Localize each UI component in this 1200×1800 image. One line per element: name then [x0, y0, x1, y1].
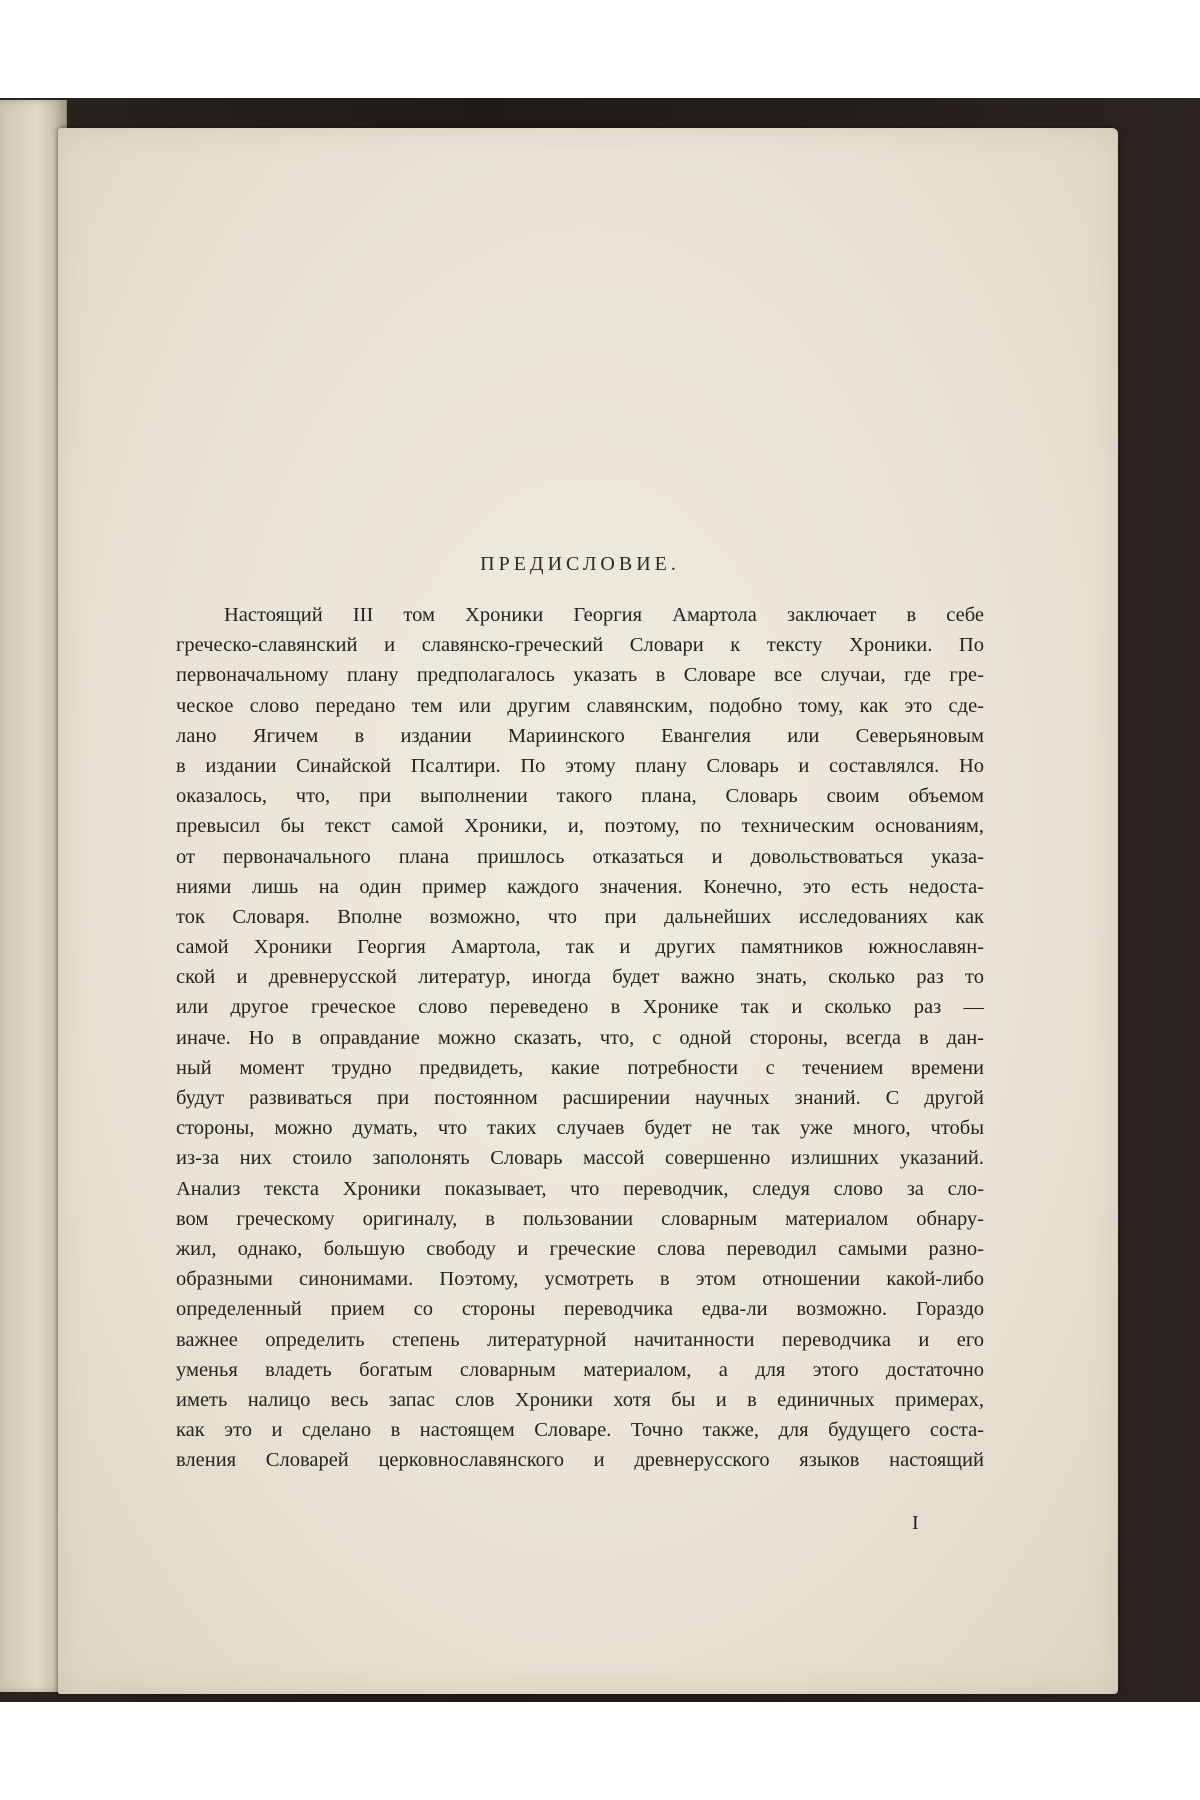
text-line: ток Словаря. Вполне возможно, что при дальнейших исследованиях как — [176, 905, 984, 928]
text-line: ческое слово передано тем или другим славянским, подобно тому, как это сде- — [176, 694, 984, 717]
text-line: от первоначального плана пришлось отказаться и довольствоваться указа- — [176, 845, 984, 868]
text-line: вом греческому оригиналу, в пользовании словарным материалом обнару- — [176, 1207, 984, 1230]
text-line: иметь налицо весь запас слов Хроники хотя бы и в единичных примерах, — [176, 1388, 984, 1411]
text-line: самой Хроники Георгия Амартола, так и других памятников южнославян- — [176, 936, 984, 959]
text-line: иначе. Но в оправдание можно сказать, что, с одной стороны, всегда в дан- — [176, 1026, 984, 1049]
page-text-block — [176, 553, 984, 1475]
body-text — [176, 600, 984, 1475]
text-line: вления Словарей церковнославянского и древнерусского языков настоящий — [176, 1449, 984, 1472]
text-line: определенный прием со стороны переводчика едва-ли возможно. Гораздо — [176, 1298, 984, 1321]
page-heading: ПРЕДИСЛОВИЕ. — [480, 553, 680, 575]
text-line: уменья владеть богатым словарным материалом, а для этого достаточно — [176, 1358, 984, 1381]
text-line: образными синонимами. Поэтому, усмотреть в этом отношении какой-либо — [176, 1268, 984, 1291]
left-page-edge — [0, 100, 67, 1692]
text-line: ный момент трудно предвидеть, какие потребности с течением времени — [176, 1056, 984, 1079]
text-line: превысил бы текст самой Хроники, и, поэтому, по техническим основаниям, — [176, 815, 984, 838]
text-line: важнее определить степень литературной начитанности переводчика и его — [176, 1328, 984, 1351]
text-line: первоначальному плану предполагалось указать в Словаре все случаи, где гре- — [176, 664, 984, 687]
text-line: ниями лишь на один пример каждого значения. Конечно, это есть недоста- — [176, 875, 984, 898]
text-line: или другое греческое слово переведено в Хронике так и сколько раз — — [176, 996, 984, 1019]
text-line: в издании Синайской Псалтири. По этому плану Словарь и составлялся. Но — [176, 754, 984, 777]
text-line: ской и древнерусской литератур, иногда будет важно знать, сколько раз то — [176, 966, 984, 989]
page-number: I — [912, 1512, 919, 1534]
text-line: оказалось, что, при выполнении такого плана, Словарь своим объемом — [176, 785, 984, 808]
text-line: из-за них стоило заполонять Словарь массой совершенно излишних указаний. — [176, 1147, 984, 1170]
text-line: как это и сделано в настоящем Словаре. Точно также, для будущего соста- — [176, 1419, 984, 1442]
text-line: греческо-славянский и славянско-греческий Словари к тексту Хроники. По — [176, 634, 984, 657]
text-line: Анализ текста Хроники показывает, что переводчик, следуя слово за сло- — [176, 1177, 984, 1200]
text-line: стороны, можно думать, что таких случаев будет не так уже много, чтобы — [176, 1117, 984, 1140]
book-photo — [0, 98, 1200, 1702]
text-line: лано Ягичем в издании Мариинского Евангелия или Северьяновым — [176, 724, 984, 747]
text-line: будут развиваться при постоянном расширении научных знаний. С другой — [176, 1087, 984, 1109]
text-line: Настоящий III том Хроники Георгия Амартола заключает в себе — [224, 604, 984, 626]
text-line: жил, однако, большую свободу и греческие слова переводил самыми разно- — [176, 1237, 984, 1260]
book-page — [58, 128, 1118, 1694]
